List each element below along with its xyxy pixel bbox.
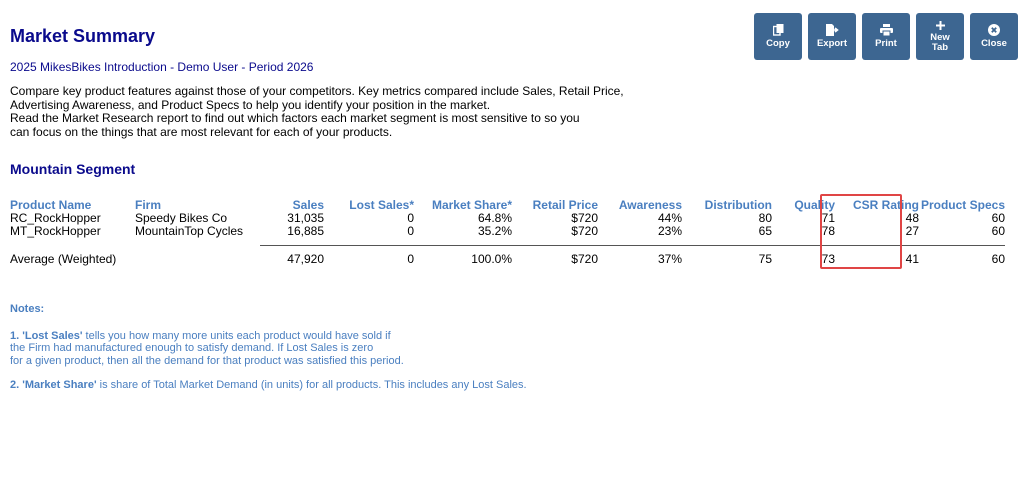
cell-sales: 16,885 <box>287 224 324 238</box>
table-average-row <box>10 248 1005 267</box>
cell-distribution: 65 <box>758 224 772 238</box>
separator-line <box>260 245 324 246</box>
print-icon <box>880 24 893 36</box>
avg-sales: 47,920 <box>287 251 324 266</box>
export-icon <box>826 24 839 36</box>
intro-line: Read the Market Research report to find out which factors each market segment is most sensitive to so you <box>10 111 580 125</box>
col-header-distribution: Distribution <box>704 198 772 212</box>
cell-market-share: 35.2% <box>477 224 512 238</box>
col-header-csr-rating: CSR Rating <box>853 198 919 212</box>
intro-line: Compare key product features against those of your competitors. Key metrics compared include Sales, Retail Price, <box>10 84 624 98</box>
avg-product-specs: 60 <box>991 251 1005 266</box>
col-header-firm: Firm <box>135 198 162 212</box>
separator-line <box>919 245 1005 246</box>
print-label: Print <box>875 38 897 49</box>
col-header-product: Product Name <box>10 198 92 212</box>
cell-awareness: 44% <box>657 211 682 225</box>
segment-title: Mountain Segment <box>10 161 136 177</box>
market-table <box>10 199 1005 267</box>
avg-distribution: 75 <box>758 251 772 266</box>
average-label: Average (Weighted) <box>10 251 117 266</box>
cell-sales: 31,035 <box>287 211 324 225</box>
notes-section <box>10 303 710 404</box>
page-title: Market Summary <box>10 26 156 46</box>
avg-lost-sales: 0 <box>407 251 414 266</box>
note-text: is share of Total Market Demand (in units) for all products. This includes any Lost Sales. <box>96 379 527 392</box>
print-button[interactable] <box>862 13 910 60</box>
separator-line <box>512 245 598 246</box>
intro-line: Advertising Awareness, and Product Specs to help you identify your position in the market. <box>10 97 491 112</box>
cell-lost-sales: 0 <box>407 211 414 225</box>
note-line: for a given product, then all the demand for that product was satisfied this period. <box>10 354 404 367</box>
intro-line: can focus on the things that are most relevant for each of your products. <box>10 124 393 139</box>
toolbar <box>754 13 1018 60</box>
note-term: 'Lost Sales' <box>22 329 83 342</box>
col-header-retail-price: Retail Price <box>532 198 598 212</box>
export-button[interactable] <box>808 13 856 60</box>
cell-distribution: 80 <box>758 211 772 225</box>
separator-line <box>772 245 835 246</box>
col-header-quality: Quality <box>794 198 835 212</box>
export-label: Export <box>816 38 848 49</box>
note-lost-sales <box>10 330 710 368</box>
note-number: 2. <box>10 379 23 392</box>
table-separator-row <box>10 238 1005 248</box>
notes-heading: Notes: <box>10 303 45 315</box>
separator-line <box>324 245 414 246</box>
cell-retail-price: $720 <box>571 224 598 238</box>
col-header-awareness: Awareness <box>618 198 682 212</box>
note-number: 1. <box>10 329 23 342</box>
col-header-lost-sales: Lost Sales* <box>349 198 414 212</box>
avg-market-share: 100.0% <box>471 251 512 266</box>
note-line <box>10 330 710 343</box>
cell-retail-price: $720 <box>571 211 598 225</box>
col-header-market-share: Market Share* <box>431 198 512 212</box>
cell-firm: Speedy Bikes Co <box>135 211 228 225</box>
separator-line <box>682 245 772 246</box>
cell-lost-sales: 0 <box>407 224 414 238</box>
note-line <box>10 379 710 392</box>
plus-icon <box>936 21 945 30</box>
col-header-sales: Sales <box>292 198 324 212</box>
new-tab-label-line2: Tab <box>931 41 949 53</box>
separator-line <box>835 245 919 246</box>
copy-button[interactable] <box>754 13 802 60</box>
avg-csr-rating: 41 <box>905 251 919 266</box>
separator-line <box>598 245 682 246</box>
cell-quality: 71 <box>821 211 835 225</box>
table-row <box>10 225 1005 238</box>
new-tab-button[interactable] <box>916 13 964 60</box>
col-header-product-specs: Product Specs <box>920 198 1005 212</box>
cell-awareness: 23% <box>657 224 682 238</box>
cell-product-specs: 60 <box>991 211 1005 225</box>
cell-quality: 78 <box>821 224 835 238</box>
cell-product: MT_RockHopper <box>10 224 101 238</box>
note-line: the Firm had manufactured enough to satisfy demand. If Lost Sales is zero <box>10 342 374 355</box>
note-market-share <box>10 379 710 392</box>
avg-awareness: 37% <box>657 251 682 266</box>
avg-quality: 73 <box>821 251 835 266</box>
cell-product: RC_RockHopper <box>10 211 101 225</box>
cell-market-share: 64.8% <box>477 211 512 225</box>
intro-text <box>10 85 650 139</box>
note-term: 'Market Share' <box>22 379 97 392</box>
cell-csr-rating: 48 <box>905 211 919 225</box>
cell-csr-rating: 27 <box>905 224 919 238</box>
separator-line <box>414 245 512 246</box>
note-text: tells you how many more units each product would have sold if <box>82 329 391 342</box>
copy-label: Copy <box>766 38 790 49</box>
cell-firm: MountainTop Cycles <box>135 224 244 238</box>
cell-product-specs: 60 <box>991 224 1005 238</box>
avg-retail-price: $720 <box>571 251 598 266</box>
close-button[interactable] <box>970 13 1018 60</box>
new-tab-label-line1: New <box>930 31 950 43</box>
close-label: Close <box>981 38 1007 49</box>
close-icon <box>988 24 1000 36</box>
copy-icon <box>773 24 784 36</box>
page-subtitle: 2025 MikesBikes Introduction - Demo User - Period 2026 <box>10 60 314 74</box>
